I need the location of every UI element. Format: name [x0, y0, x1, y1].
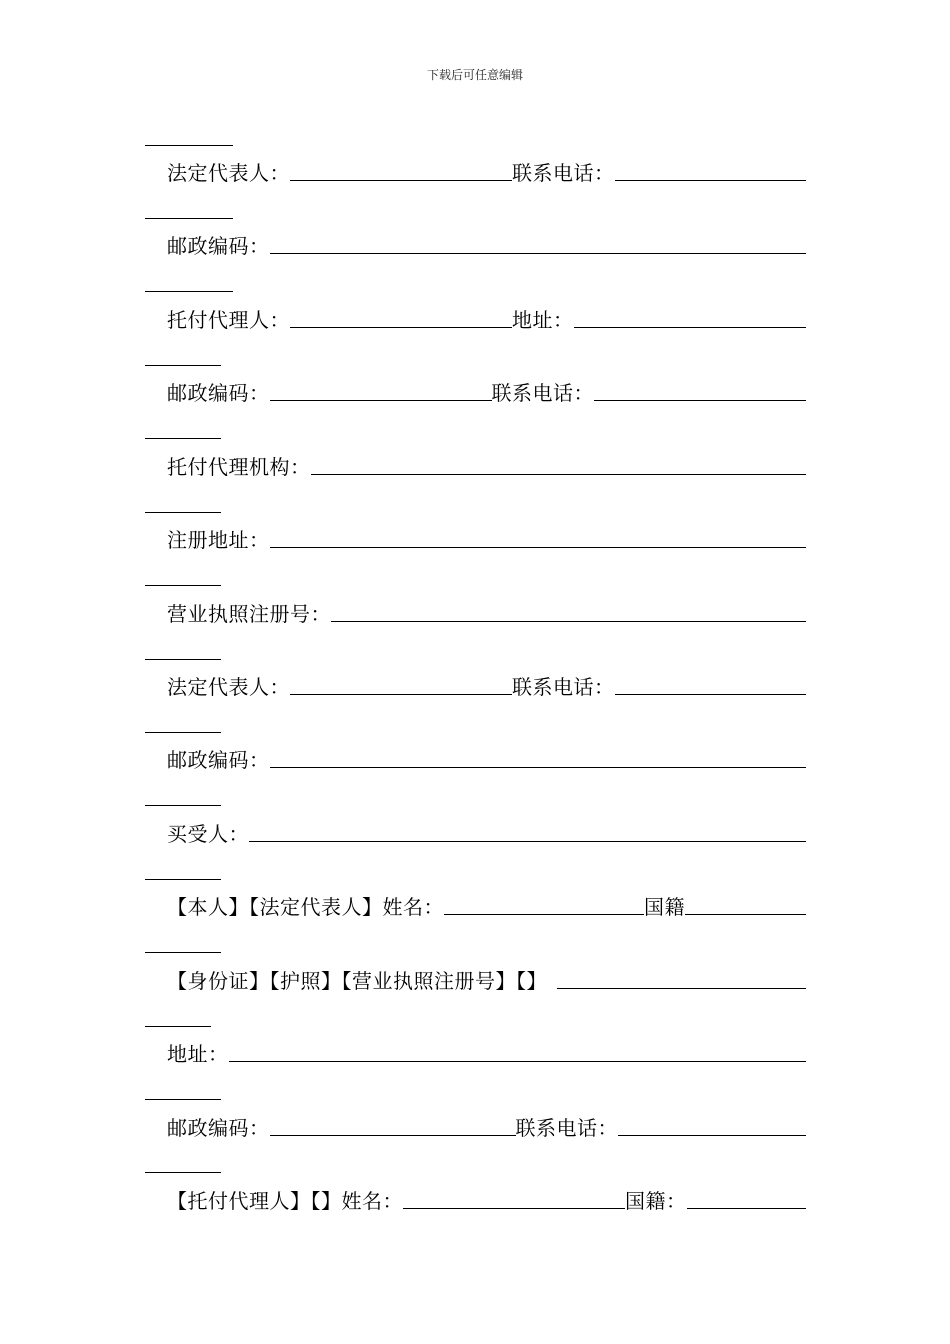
- fill-in-blank[interactable]: [403, 1203, 625, 1209]
- field-label: 营业执照注册号：: [167, 602, 331, 626]
- form-line-buyer: [167, 818, 806, 846]
- wrapped-underline: [145, 933, 221, 953]
- form-line-agency: [167, 451, 806, 479]
- fill-in-blank[interactable]: [270, 542, 807, 548]
- fill-in-blank[interactable]: [270, 248, 807, 254]
- fill-in-blank[interactable]: [574, 322, 807, 328]
- wrapped-underline: [145, 566, 221, 586]
- fill-in-blank[interactable]: [557, 983, 806, 989]
- field-label: 联系电话：: [491, 381, 594, 405]
- field-label: 法定代表人：: [167, 675, 290, 699]
- field-label: 托付代理人：: [167, 308, 290, 332]
- form-line-agent: [167, 304, 806, 332]
- field-label: 邮政编码：: [167, 1116, 270, 1140]
- field-label: 【本人】【法定代表人】姓名：: [167, 895, 444, 919]
- field-label: 邮政编码：: [167, 381, 270, 405]
- form-line-address: [167, 1038, 806, 1066]
- form-line-registered-address: [167, 524, 806, 552]
- wrapped-underline: [145, 199, 233, 219]
- fill-in-blank[interactable]: [290, 689, 512, 695]
- field-label: 托付代理机构：: [167, 455, 311, 479]
- field-label: 地址：: [512, 308, 574, 332]
- fill-in-blank[interactable]: [687, 1203, 807, 1209]
- fill-in-blank[interactable]: [618, 1130, 806, 1136]
- fill-in-blank[interactable]: [249, 836, 806, 842]
- wrapped-underline: [145, 493, 221, 513]
- field-label: 国籍：: [625, 1189, 687, 1213]
- fill-in-blank[interactable]: [270, 395, 492, 401]
- field-label: 【托付代理人】【】姓名：: [167, 1189, 403, 1213]
- wrapped-underline: [145, 1007, 211, 1027]
- form-line-postal-code-2: [167, 744, 806, 772]
- form-line-postal-code: [167, 230, 806, 258]
- wrapped-underline: [145, 1153, 221, 1173]
- field-label: 国籍: [644, 895, 685, 919]
- field-label: 买受人：: [167, 822, 249, 846]
- fill-in-blank[interactable]: [311, 469, 807, 475]
- fill-in-blank[interactable]: [290, 175, 512, 181]
- fill-in-blank[interactable]: [331, 616, 806, 622]
- wrapped-underline: [145, 713, 221, 733]
- wrapped-underline: [145, 786, 221, 806]
- fill-in-blank[interactable]: [615, 175, 807, 181]
- field-label: 法定代表人：: [167, 161, 290, 185]
- field-label: 联系电话：: [515, 1116, 618, 1140]
- form-line-license-number: [167, 598, 806, 626]
- fill-in-blank[interactable]: [290, 322, 512, 328]
- field-label: 地址：: [167, 1042, 229, 1066]
- form-line-agent-name-nationality: [167, 1185, 806, 1213]
- field-label: 【身份证】【护照】【营业执照注册号】【】: [167, 969, 547, 993]
- fill-in-blank[interactable]: [270, 1130, 516, 1136]
- wrapped-underline: [145, 860, 221, 880]
- field-label: 邮政编码：: [167, 234, 270, 258]
- wrapped-underline: [145, 1080, 221, 1100]
- fill-in-blank[interactable]: [270, 762, 807, 768]
- field-label: 联系电话：: [512, 675, 615, 699]
- field-label: 邮政编码：: [167, 748, 270, 772]
- page-header: 下载后可任意编辑: [426, 68, 523, 82]
- form-line-legal-rep: [167, 157, 806, 185]
- fill-in-blank[interactable]: [229, 1056, 807, 1062]
- fill-in-blank[interactable]: [594, 395, 806, 401]
- fill-in-blank[interactable]: [685, 909, 806, 915]
- wrapped-underline: [145, 346, 221, 366]
- wrapped-underline: [145, 272, 233, 292]
- form-line-id-document: [167, 965, 806, 993]
- wrapped-underline: [145, 126, 233, 146]
- form-line-postal-phone-2: [167, 1112, 806, 1140]
- form-line-legal-rep-2: [167, 671, 806, 699]
- form-line-postal-phone: [167, 377, 806, 405]
- wrapped-underline: [145, 640, 221, 660]
- fill-in-blank[interactable]: [444, 909, 644, 915]
- fill-in-blank[interactable]: [615, 689, 807, 695]
- form-line-name-nationality: [167, 891, 806, 919]
- wrapped-underline: [145, 419, 221, 439]
- field-label: 联系电话：: [512, 161, 615, 185]
- field-label: 注册地址：: [167, 528, 270, 552]
